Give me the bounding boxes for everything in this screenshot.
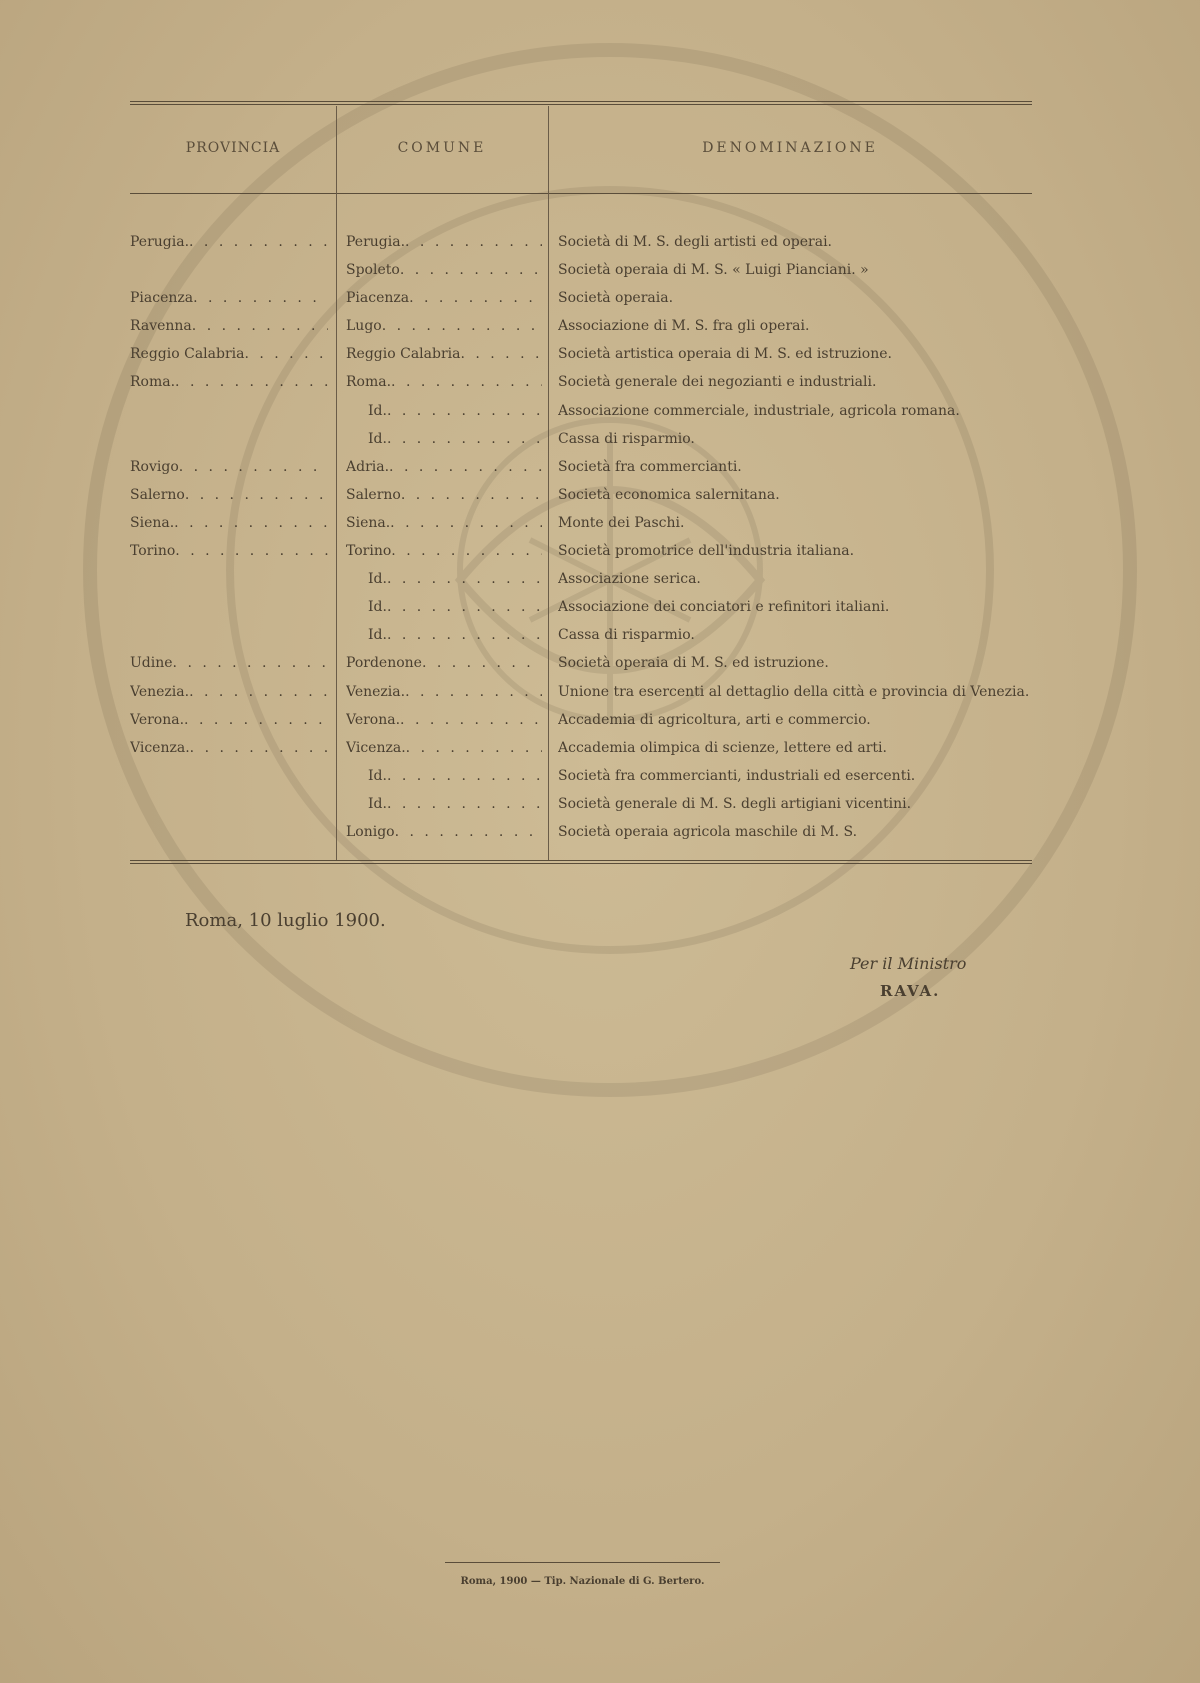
- table-row: [130, 790, 1032, 818]
- printer-imprint: Roma, 1900 — Tip. Nazionale di G. Bertero.: [460, 1576, 705, 1587]
- cell-provincia: [130, 368, 328, 396]
- cell-comune: [346, 537, 542, 565]
- table-row: [130, 509, 1032, 537]
- provincia-text: Venezia.: [130, 683, 190, 700]
- document-date: Roma, 10 luglio 1900.: [185, 910, 386, 931]
- table-row: [130, 453, 1032, 481]
- table-row: [130, 340, 1032, 368]
- cell-comune: [346, 256, 542, 284]
- cell-provincia: [130, 481, 328, 509]
- cell-comune: [346, 453, 542, 481]
- signature-line: Per il Ministro: [850, 954, 967, 973]
- cell-provincia: [130, 537, 328, 565]
- cell-denominazione: Associazione dei conciatori e refinitori italiani.: [558, 599, 890, 616]
- comune-text: Perugia.: [346, 234, 406, 250]
- table-row: [130, 706, 1032, 734]
- header-comune: COMUNE: [397, 140, 487, 156]
- cell-denominazione: Unione tra esercenti al dettaglio della città e provincia di Venezia.: [558, 683, 1030, 700]
- table-row: [130, 368, 1032, 396]
- cell-comune: [346, 368, 542, 396]
- provincia-text: Piacenza: [130, 290, 194, 307]
- cell-comune: [346, 509, 542, 537]
- table-row: [130, 593, 1032, 621]
- cell-denominazione: Cassa di risparmio.: [558, 430, 695, 447]
- cell-denominazione: Accademia di agricoltura, arti e commercio.: [558, 711, 871, 728]
- comune-text: Torino: [346, 543, 392, 560]
- cell-comune: [346, 340, 542, 368]
- cell-denominazione: Società artistica operaia di M. S. ed istruzione.: [558, 346, 892, 363]
- cell-denominazione: Associazione di M. S. fra gli operai.: [558, 318, 810, 335]
- table-header-rule: [130, 193, 1032, 194]
- cell-provincia: [130, 678, 328, 706]
- comune-text: Id.: [368, 571, 387, 588]
- cell-provincia: [130, 509, 328, 537]
- table-top-rule: [130, 101, 1032, 105]
- cell-comune: [346, 397, 542, 425]
- provincia-text: Rovigo: [130, 458, 179, 475]
- cell-comune: [346, 734, 542, 762]
- footer-rule: [445, 1562, 720, 1563]
- cell-denominazione: Società generale dei negozianti e industriali.: [558, 374, 877, 391]
- cell-provincia: [130, 312, 328, 340]
- provincia-text: Ravenna: [130, 318, 192, 335]
- provincia-text: Salerno: [130, 486, 185, 503]
- comune-text: Reggio Calabria: [346, 346, 461, 363]
- table-row: [130, 762, 1032, 790]
- comune-text: Spoleto: [346, 262, 400, 279]
- comune-text: Pordenone: [346, 655, 422, 672]
- cell-comune: [346, 593, 542, 621]
- cell-provincia: [130, 284, 328, 312]
- cell-provincia: [130, 706, 328, 734]
- provincia-text: Torino: [130, 543, 176, 560]
- comune-text: Siena.: [346, 514, 391, 531]
- cell-comune: [346, 621, 542, 649]
- cell-comune: [346, 649, 542, 677]
- cell-comune: [346, 312, 542, 340]
- comune-text: Id.: [368, 402, 387, 419]
- table-row: [130, 649, 1032, 677]
- table-row: [130, 734, 1032, 762]
- cell-denominazione: Associazione commerciale, industriale, agricola romana.: [558, 402, 960, 419]
- comune-text: Vicenza.: [346, 739, 406, 756]
- provincia-text: Siena.: [130, 514, 175, 531]
- provincia-text: Roma.: [130, 374, 176, 391]
- comune-text: Salerno: [346, 486, 401, 503]
- provincia-text: Reggio Calabria: [130, 346, 245, 363]
- cell-comune: [346, 762, 542, 790]
- table-row: [130, 818, 1032, 846]
- cell-denominazione: Società promotrice dell'industria italiana.: [558, 543, 855, 560]
- cell-denominazione: Società operaia agricola maschile di M. S.: [558, 823, 858, 840]
- header-denominazione: DENOMINAZIONE: [702, 140, 878, 156]
- cell-denominazione: Società fra commercianti.: [558, 458, 742, 475]
- comune-text: Id.: [368, 599, 387, 616]
- table-row: [130, 621, 1032, 649]
- provincia-text: Vicenza.: [130, 739, 190, 756]
- provincia-text: Perugia.: [130, 234, 190, 250]
- table-body: [130, 228, 1032, 846]
- cell-comune: [346, 228, 542, 256]
- comune-text: Id.: [368, 430, 387, 447]
- cell-denominazione: Cassa di risparmio.: [558, 627, 695, 644]
- table-row: [130, 228, 1032, 256]
- cell-comune: [346, 818, 542, 846]
- cell-provincia: [130, 228, 328, 256]
- signature-name: RAVA.: [880, 982, 941, 1000]
- cell-denominazione: Società operaia di M. S. ed istruzione.: [558, 655, 829, 672]
- table-row: [130, 425, 1032, 453]
- cell-denominazione: Accademia olimpica di scienze, lettere ed arti.: [558, 739, 887, 756]
- cell-denominazione: Società operaia di M. S. « Luigi Pianciani. »: [558, 262, 869, 279]
- table-row: [130, 565, 1032, 593]
- comune-text: Verona.: [346, 711, 401, 728]
- cell-denominazione: Associazione serica.: [558, 571, 701, 588]
- table-row: [130, 312, 1032, 340]
- table-bottom-rule: [130, 860, 1032, 864]
- cell-comune: [346, 284, 542, 312]
- table-row: [130, 678, 1032, 706]
- cell-denominazione: Società di M. S. degli artisti ed operai.: [558, 234, 832, 250]
- cell-comune: [346, 565, 542, 593]
- comune-text: Roma.: [346, 374, 392, 391]
- provincia-text: Udine: [130, 655, 173, 672]
- table-row: [130, 284, 1032, 312]
- cell-comune: [346, 425, 542, 453]
- cell-provincia: [130, 734, 328, 762]
- comune-text: Lonigo: [346, 823, 395, 840]
- cell-denominazione: Società operaia.: [558, 290, 674, 307]
- table-row: [130, 256, 1032, 284]
- cell-comune: [346, 706, 542, 734]
- comune-text: Id.: [368, 767, 387, 784]
- provincia-text: Verona.: [130, 711, 185, 728]
- table-row: [130, 537, 1032, 565]
- comune-text: Venezia.: [346, 683, 406, 700]
- cell-provincia: [130, 340, 328, 368]
- cell-denominazione: Monte dei Paschi.: [558, 514, 685, 531]
- cell-denominazione: Società economica salernitana.: [558, 486, 780, 503]
- table-row: [130, 397, 1032, 425]
- comune-text: Adria.: [346, 458, 390, 475]
- cell-comune: [346, 790, 542, 818]
- cell-denominazione: Società fra commercianti, industriali ed esercenti.: [558, 767, 916, 784]
- header-provincia: PROVINCIA: [185, 140, 281, 156]
- cell-provincia: [130, 453, 328, 481]
- table-row: [130, 481, 1032, 509]
- comune-text: Piacenza: [346, 290, 410, 307]
- comune-text: Lugo: [346, 318, 382, 335]
- cell-comune: [346, 481, 542, 509]
- cell-comune: [346, 678, 542, 706]
- comune-text: Id.: [368, 627, 387, 644]
- cell-provincia: [130, 649, 328, 677]
- comune-text: Id.: [368, 795, 387, 812]
- cell-denominazione: Società generale di M. S. degli artigiani vicentini.: [558, 795, 912, 812]
